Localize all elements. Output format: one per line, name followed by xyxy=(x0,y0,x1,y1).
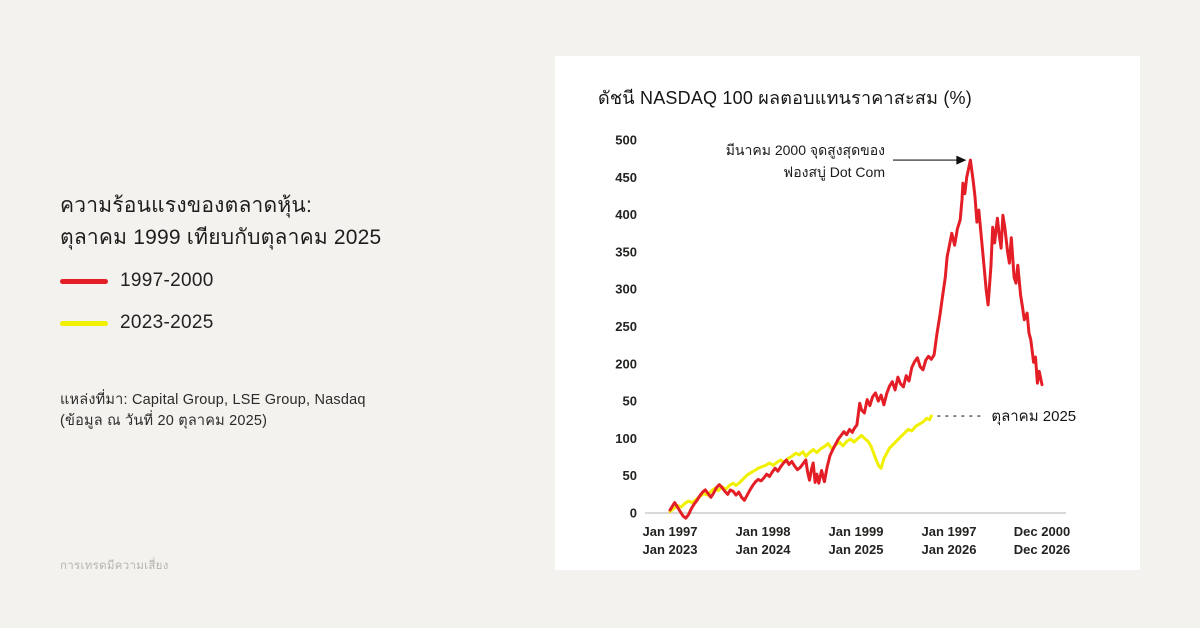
y-tick-label: 300 xyxy=(615,281,637,297)
legend-item-1997-2000 xyxy=(60,268,214,294)
x-tick-label-top: Dec 2000 xyxy=(1013,524,1071,539)
legend-swatch-yellow-line xyxy=(60,321,108,326)
chart-card xyxy=(555,56,1140,570)
y-tick-label: 50 xyxy=(622,468,637,484)
legend xyxy=(60,268,214,352)
page-title-line1: ความร้อนแรงของตลาดหุ้น: xyxy=(60,194,312,217)
chart-title: ดัชนี NASDAQ 100 ผลตอบแทนราคาสะสม (%) xyxy=(598,88,972,108)
y-tick-label: 100 xyxy=(615,430,637,446)
x-tick-label-bottom: Jan 2025 xyxy=(828,542,884,557)
x-tick-label-bottom: Jan 2024 xyxy=(735,542,791,557)
nasdaq-100-chart xyxy=(555,116,1140,570)
x-tick-label-top: Jan 1997 xyxy=(921,524,977,539)
series-line-1997-2000 xyxy=(670,160,1042,518)
latest-annotation-label: ตุลาคม 2025 xyxy=(991,408,1077,426)
y-tick-label: 200 xyxy=(615,356,637,372)
legend-item-2023-2025 xyxy=(60,310,214,336)
x-tick-label-top: Jan 1998 xyxy=(735,524,791,539)
legend-swatch-red-line xyxy=(60,279,108,284)
peak-annotation-line2: ฟองสบู่ Dot Com xyxy=(783,164,885,181)
y-tick-label: 500 xyxy=(615,132,637,148)
y-tick-label: 350 xyxy=(615,244,637,260)
y-tick-label: 250 xyxy=(615,319,637,334)
y-tick-label: 450 xyxy=(615,169,637,185)
x-tick-label-bottom: Jan 2023 xyxy=(642,542,698,557)
peak-annotation-arrow-head xyxy=(956,156,966,165)
x-tick-label-top: Jan 1999 xyxy=(828,524,884,539)
legend-label-2023-2025: 2023-2025 xyxy=(120,312,214,333)
y-tick-label: 50 xyxy=(622,393,637,409)
legend-label-1997-2000: 1997-2000 xyxy=(120,270,214,291)
page-title-line2: ตุลาคม 1999 เทียบกับตุลาคม 2025 xyxy=(60,226,382,249)
x-tick-label-bottom: Dec 2026 xyxy=(1013,542,1071,557)
source-note xyxy=(60,390,366,432)
left-panel xyxy=(60,0,520,628)
y-tick-label: 0 xyxy=(629,505,637,521)
page-title xyxy=(60,190,381,254)
y-tick-label: 400 xyxy=(615,207,637,223)
risk-disclaimer: การเทรดมีความเสี่ยง xyxy=(60,560,169,572)
x-tick-label-top: Jan 1997 xyxy=(642,524,698,539)
peak-annotation-line1: มีนาคม 2000 จุดสูงสุดของ xyxy=(725,142,885,159)
x-tick-label-bottom: Jan 2026 xyxy=(921,542,977,557)
source-line1: แหล่งที่มา: Capital Group, LSE Group, Nasdaq xyxy=(60,392,366,408)
source-line2: (ข้อมูล ณ วันที่ 20 ตุลาคม 2025) xyxy=(60,413,268,429)
